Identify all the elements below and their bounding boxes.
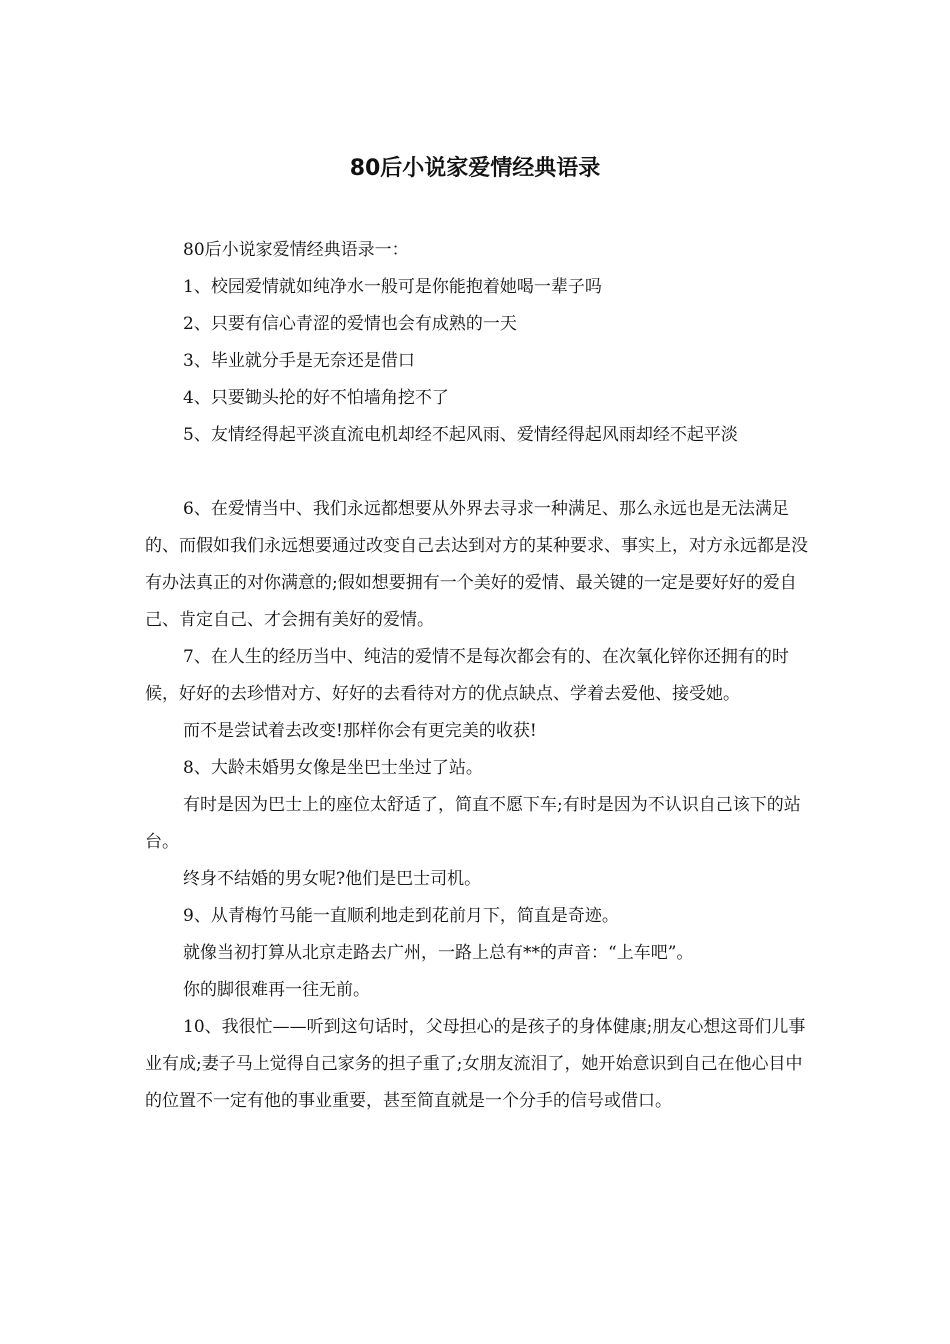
paragraph: 3、毕业就分手是无奈还是借口 — [183, 351, 415, 371]
paragraph: 终身不结婚的男女呢?他们是巴士司机。 — [183, 869, 482, 889]
paragraph: 9、从青梅竹马能一直顺利地走到花前月下，简直是奇迹。 — [183, 906, 619, 926]
document-title: 80后小说家爱情经典语录 — [349, 156, 601, 181]
paragraph: 5、友情经得起平淡直流电机却经不起风雨、爱情经得起风雨却经不起平淡 — [183, 425, 738, 445]
paragraph: 4、只要锄头抡的好不怕墙角挖不了 — [183, 388, 449, 408]
paragraph: 6、在爱情当中、我们永远都想要从外界去寻求一种满足、那么永远也是无法满足的、而假如我们永远想要通过改变自己去达到对方的某种要求、事实上，对方永远都是没有办法真正的对你满意的;假如想要拥有一个美好的爱情、最关键的一定是要好好的爱自己、肯定自己、才会拥有美好的爱情。 — [145, 499, 808, 630]
paragraph: 有时是因为巴士上的座位太舒适了，简直不愿下车;有时是因为不认识自己该下的站台。 — [145, 795, 801, 852]
section-heading: 80后小说家爱情经典语录一： — [183, 240, 409, 260]
blank-line — [145, 454, 810, 491]
paragraph: 10、我很忙——听到这句话时，父母担心的是孩子的身体健康;朋友心想这哥们儿事业有成;妻子马上觉得自己家务的担子重了;女朋友流泪了，她开始意识到自己在他心目中的位置不一定有他的事业重要，甚至简直就是一个分手的信号或借口。 — [145, 1017, 806, 1111]
paragraph: 你的脚很难再一往无前。 — [183, 980, 370, 1000]
paragraph: 就像当初打算从北京走路去广州，一路上总有**的声音：“上车吧”。 — [183, 943, 694, 963]
paragraph: 8、大龄未婚男女像是坐巴士坐过了站。 — [183, 758, 483, 778]
paragraph: 7、在人生的经历当中、纯洁的爱情不是每次都会有的、在次氧化锌你还拥有的时候，好好的去珍惜对方、好好的去看待对方的优点缺点、学着去爱他、接受她。 — [145, 647, 789, 704]
paragraph: 而不是尝试着去改变!那样你会有更完美的收获! — [183, 721, 537, 741]
paragraph: 2、只要有信心青涩的爱情也会有成熟的一天 — [183, 314, 517, 334]
paragraph: 1、校园爱情就如纯净水一般可是你能抱着她喝一辈子吗 — [183, 277, 602, 297]
document-body — [145, 232, 810, 1120]
